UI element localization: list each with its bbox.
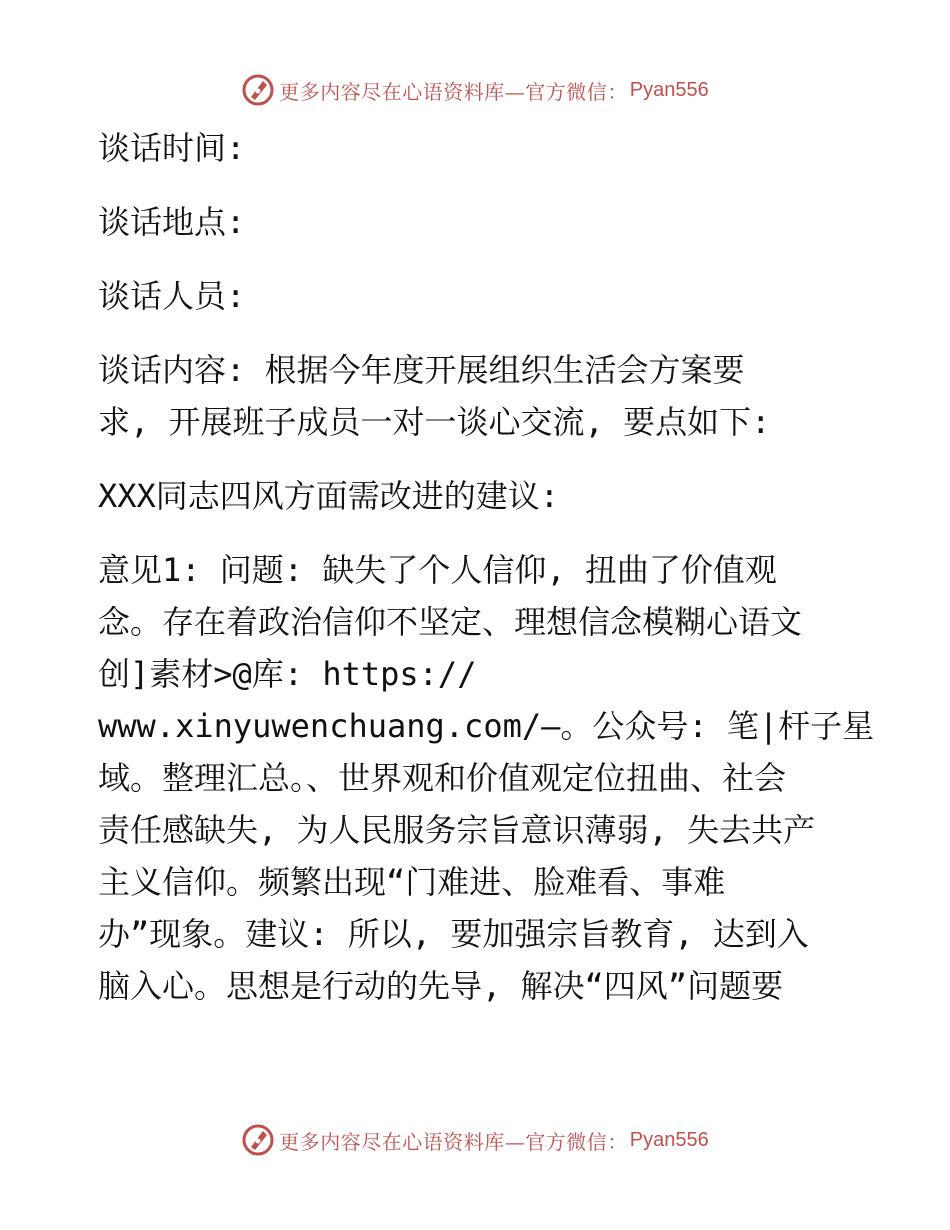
pen-nib-logo-icon (241, 73, 275, 107)
doc-line: 主义信仰。频繁出现“门难进、脸难看、事难 (98, 863, 726, 901)
doc-line: 求, 开展班子成员一对一谈心交流, 要点如下: (98, 403, 771, 441)
doc-line-content: 谈话内容: 根据今年度开展组织生活会方案要 (98, 351, 745, 389)
doc-line: 脑入心。思想是行动的先导, 解决“四风”问题要 (98, 967, 784, 1005)
doc-line-location: 谈话地点: (98, 203, 246, 241)
doc-line: 念。存在着政治信仰不坚定、理想信念模糊心语文 (98, 603, 803, 641)
doc-line-time: 谈话时间: (98, 129, 246, 167)
watermark-text: 更多内容尽在心语资料库—官方微信： (279, 1129, 628, 1154)
footer-watermark-banner (0, 1120, 950, 1160)
doc-line-participants: 谈话人员: (98, 277, 246, 315)
doc-line: 责任感缺失, 为人民服务宗旨意识薄弱, 失去共产 (98, 811, 816, 849)
doc-line: 创]素材>@库: https:// (98, 655, 477, 693)
doc-line: 域。整理汇总。、世界观和价值观定位扭曲、社会 (98, 759, 787, 797)
doc-line-subject: XXX同志四风方面需改进的建议: (98, 477, 560, 515)
watermark-wechat-id: Pyan556 (629, 1128, 709, 1151)
doc-line-opinion: 意见1: 问题: 缺失了个人信仰, 扭曲了价值观 (98, 551, 777, 589)
watermark-wechat-id: Pyan556 (629, 78, 709, 101)
doc-line: 办”现象。建议: 所以, 要加强宗旨教育, 达到入 (98, 915, 809, 953)
pen-nib-logo-icon (241, 1123, 275, 1157)
doc-line: www.xinyuwenchuang.com/—。公众号: 笔|杆子星 (98, 707, 875, 745)
header-watermark-banner (0, 70, 950, 110)
document-body (98, 122, 875, 1012)
watermark-text: 更多内容尽在心语资料库—官方微信： (279, 79, 628, 104)
